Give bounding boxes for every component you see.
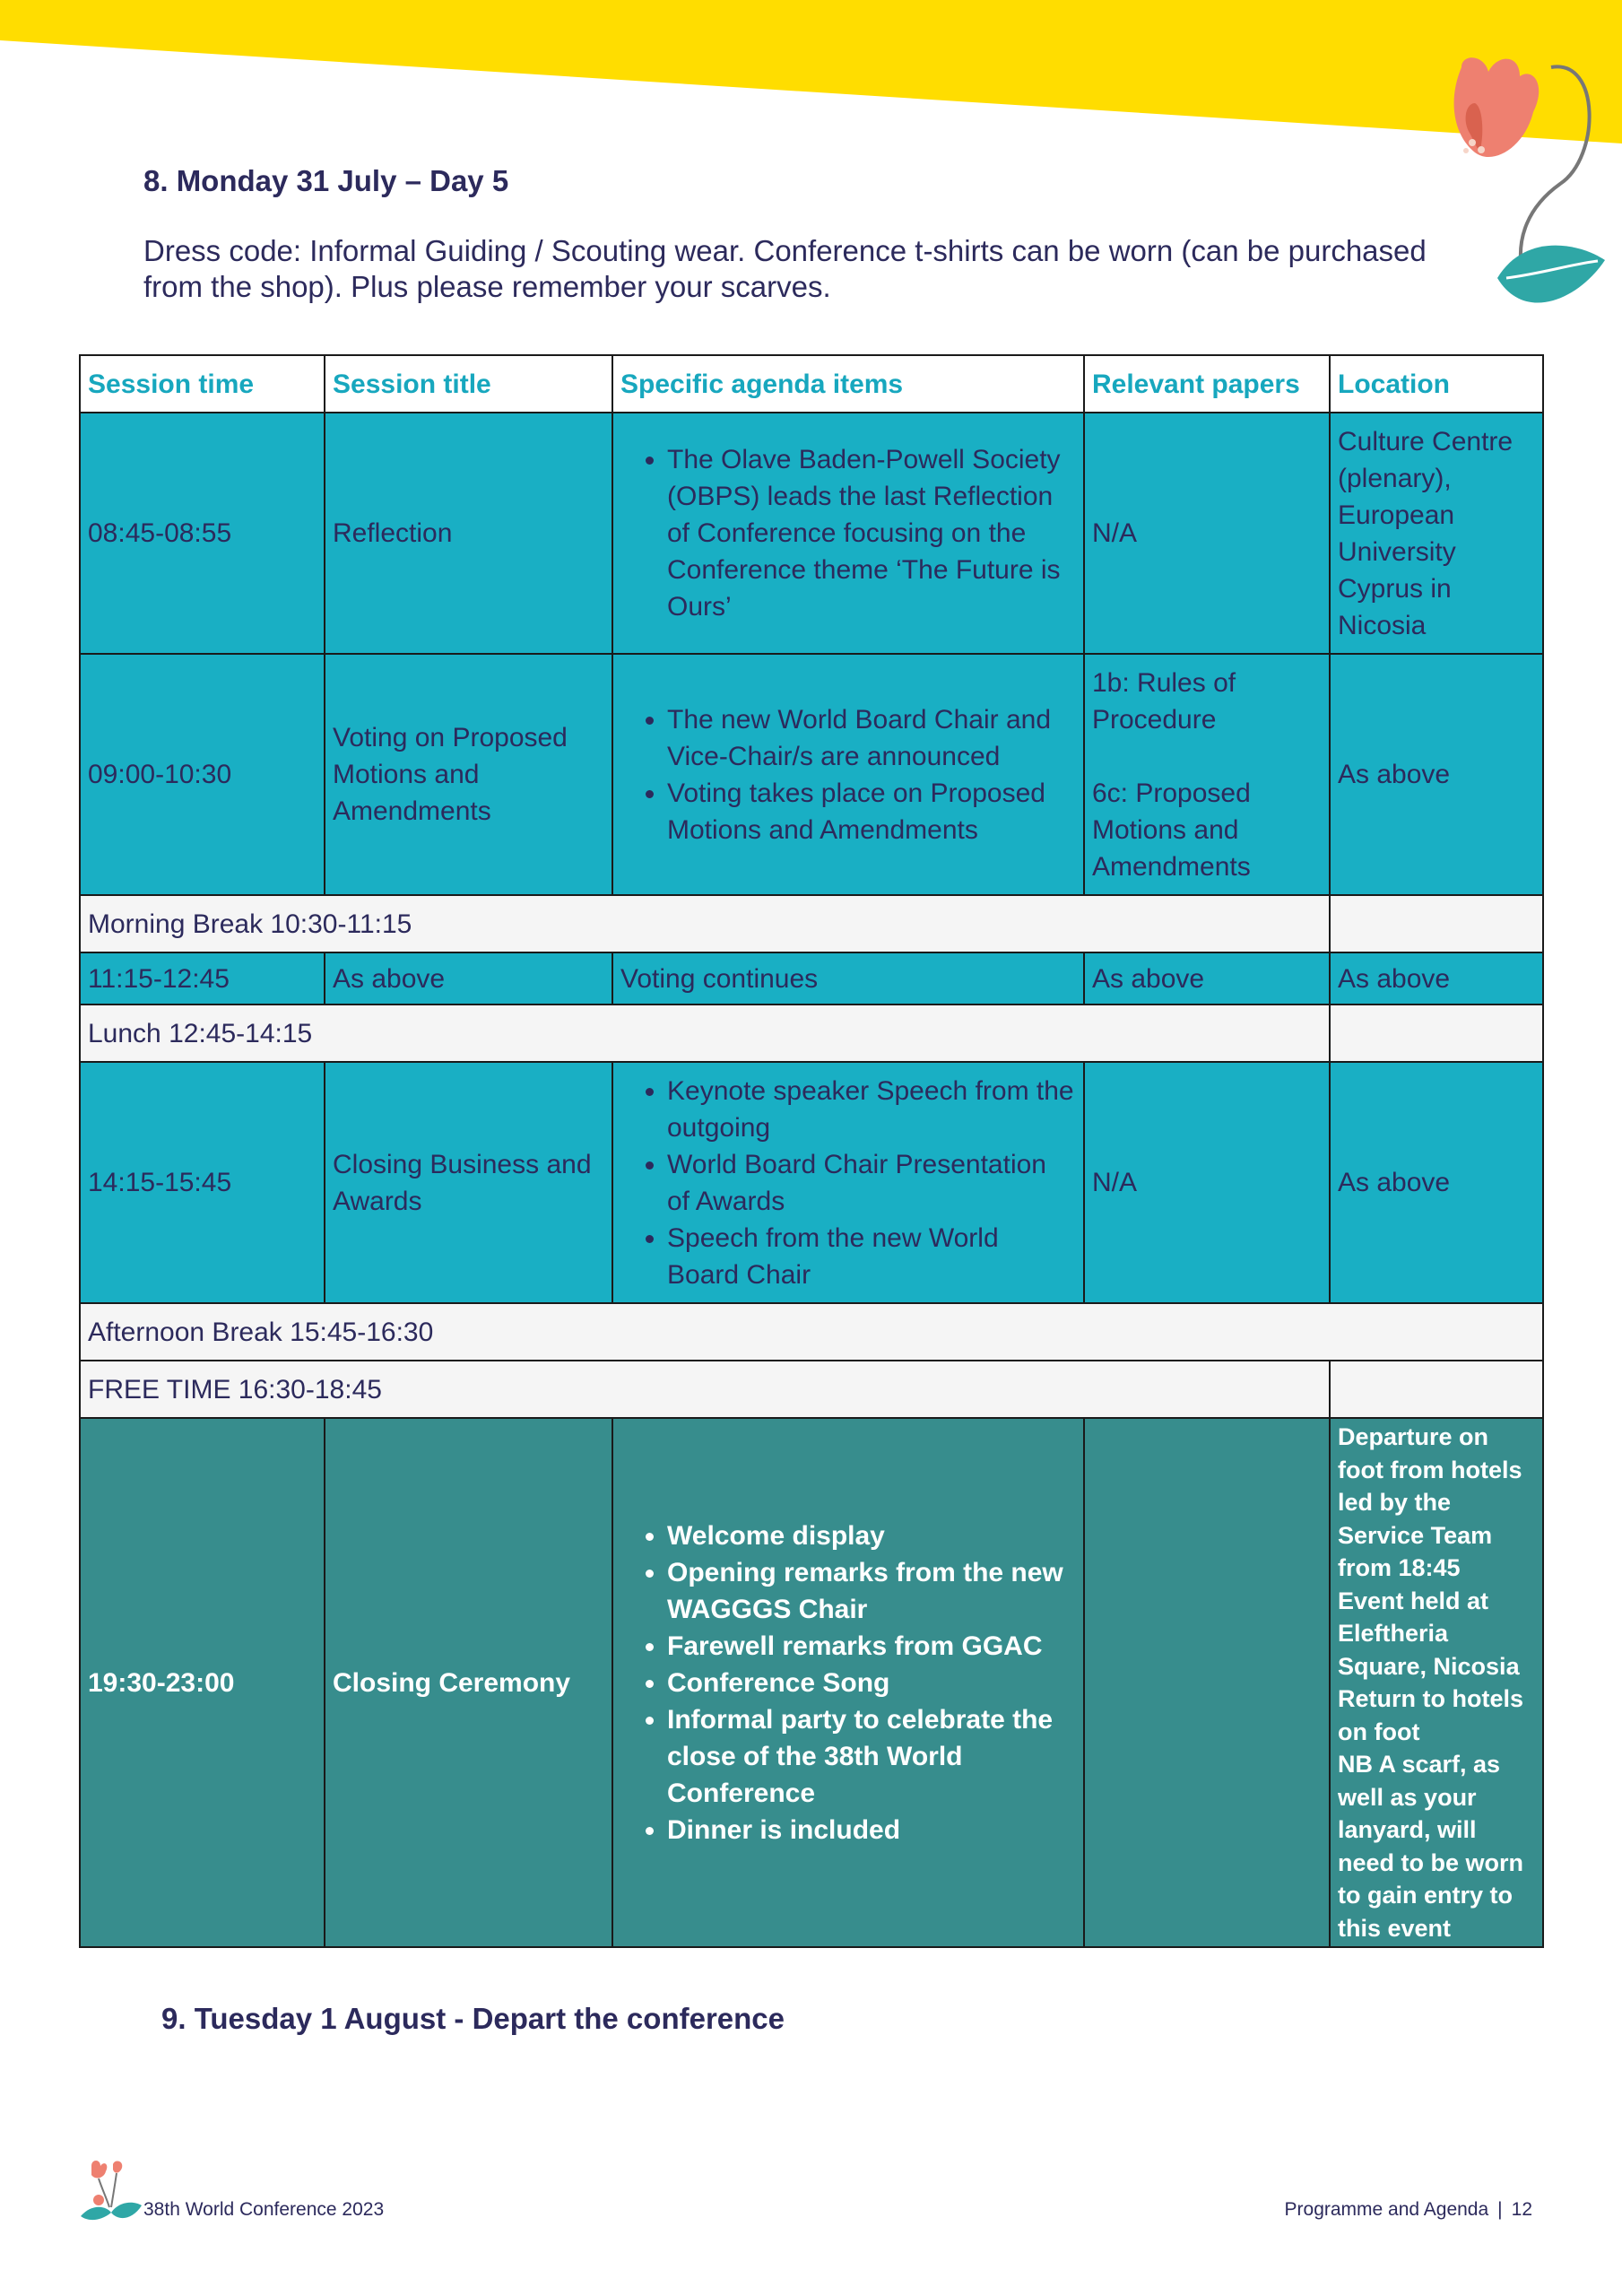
break-location-cell xyxy=(1330,1361,1543,1418)
list-item: • World Board Chair Presentation of Awards xyxy=(667,1146,1076,1220)
relevant-papers: N/A xyxy=(1084,1062,1330,1303)
relevant-papers xyxy=(1084,654,1330,895)
location-line: NB A scarf, as well as your lanyard, will need to be worn to gain entry to this event xyxy=(1338,1751,1524,1942)
break-row xyxy=(80,1303,1543,1361)
break-label: FREE TIME 16:30-18:45 xyxy=(80,1361,1330,1418)
list-item: • The Olave Baden-Powell Society (OBPS) leads the last Reflection of Conference focusing on the Conference theme ‘The Future is Ours’ xyxy=(667,441,1076,625)
table-header-row xyxy=(80,355,1543,413)
break-label: Lunch 12:45-14:15 xyxy=(80,1004,1330,1062)
agenda-items xyxy=(612,1418,1084,1947)
location-line: Return to hotels on foot xyxy=(1338,1685,1523,1745)
agenda-list xyxy=(620,701,1076,848)
break-location-cell xyxy=(1330,1004,1543,1062)
list-item: • Keynote speaker Speech from the outgoing xyxy=(667,1073,1076,1146)
break-row xyxy=(80,895,1543,952)
location-line: Departure on foot from hotels led by the Service Team from 18:45 xyxy=(1338,1423,1522,1581)
relevant-papers xyxy=(1084,1418,1330,1947)
location xyxy=(1330,1418,1543,1947)
location: Culture Centre (plenary), European University Cyprus in Nicosia xyxy=(1330,413,1543,654)
header-session-title: Session title xyxy=(325,355,612,413)
location: As above xyxy=(1330,952,1543,1004)
location-line: Event held at Eleftheria Square, Nicosia xyxy=(1338,1587,1520,1680)
list-item: • The new World Board Chair and Vice-Chair/s are announced xyxy=(667,701,1076,775)
list-item: • Welcome display xyxy=(667,1518,1076,1554)
table-row xyxy=(80,654,1543,895)
header-agenda-items: Specific agenda items xyxy=(612,355,1084,413)
session-title: Reflection xyxy=(325,413,612,654)
break-label: Morning Break 10:30-11:15 xyxy=(80,895,1330,952)
footer-conference-name: 38th World Conference 2023 xyxy=(143,2199,385,2220)
list-item: • Speech from the new World Board Chair xyxy=(667,1220,1076,1293)
header-location: Location xyxy=(1330,355,1543,413)
session-time: 14:15-15:45 xyxy=(80,1062,325,1303)
list-item: • Dinner is included xyxy=(667,1812,1076,1848)
list-item: • Voting takes place on Proposed Motions and Amendments xyxy=(667,775,1076,848)
top-banner xyxy=(0,0,1622,161)
break-row xyxy=(80,1361,1543,1418)
relevant-papers: As above xyxy=(1084,952,1330,1004)
agenda-items: Voting continues xyxy=(612,952,1084,1004)
list-item: • Farewell remarks from GGAC xyxy=(667,1628,1076,1665)
session-time: 19:30-23:00 xyxy=(80,1418,325,1947)
agenda-items xyxy=(612,413,1084,654)
agenda-items xyxy=(612,1062,1084,1303)
footer-separator: | xyxy=(1497,2199,1503,2220)
header-session-time: Session time xyxy=(80,355,325,413)
footer-section-label: Programme and Agenda xyxy=(1284,2199,1489,2220)
session-time: 11:15-12:45 xyxy=(80,952,325,1004)
list-item: • Informal party to celebrate the close of the 38th World Conference xyxy=(667,1701,1076,1812)
paper-ref: 6c: Proposed Motions and Amendments xyxy=(1092,778,1251,882)
session-title: As above xyxy=(325,952,612,1004)
agenda-items xyxy=(612,654,1084,895)
session-title: Voting on Proposed Motions and Amendments xyxy=(325,654,612,895)
table-row xyxy=(80,952,1543,1004)
break-location-cell xyxy=(1330,895,1543,952)
agenda-list xyxy=(620,441,1076,625)
location: As above xyxy=(1330,654,1543,895)
list-item: • Opening remarks from the new WAGGGS Chair xyxy=(667,1554,1076,1628)
footer-page-info xyxy=(1285,2199,1532,2221)
break-row xyxy=(80,1004,1543,1062)
session-title: Closing Ceremony xyxy=(325,1418,612,1947)
flower-illustration xyxy=(1444,49,1622,345)
agenda-table xyxy=(79,354,1544,1948)
agenda-list xyxy=(620,1518,1076,1848)
section-9-heading: 9. Tuesday 1 August - Depart the conference xyxy=(161,2002,785,2035)
section-8-heading: 8. Monday 31 July – Day 5 xyxy=(143,164,509,197)
session-time: 09:00-10:30 xyxy=(80,654,325,895)
table-row xyxy=(80,1062,1543,1303)
agenda-list xyxy=(620,1073,1076,1293)
table-row xyxy=(80,413,1543,654)
conference-logo-icon xyxy=(79,2157,143,2222)
header-relevant-papers: Relevant papers xyxy=(1084,355,1330,413)
break-label: Afternoon Break 15:45-16:30 xyxy=(80,1303,1543,1361)
paper-ref: 1b: Rules of Procedure xyxy=(1092,667,1236,735)
location: As above xyxy=(1330,1062,1543,1303)
dress-code-text: Dress code: Informal Guiding / Scouting wear. Conference t-shirts can be worn (can be purchased from the shop). Plus please remember your scarves. xyxy=(143,234,1427,303)
session-title: Closing Business and Awards xyxy=(325,1062,612,1303)
session-time: 08:45-08:55 xyxy=(80,413,325,654)
page-number: 12 xyxy=(1511,2199,1532,2220)
relevant-papers: N/A xyxy=(1084,413,1330,654)
table-row xyxy=(80,1418,1543,1947)
list-item: • Conference Song xyxy=(667,1665,1076,1701)
